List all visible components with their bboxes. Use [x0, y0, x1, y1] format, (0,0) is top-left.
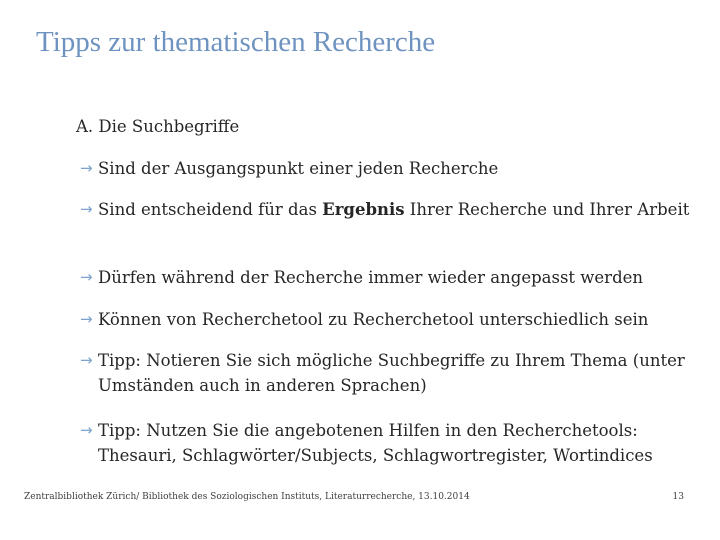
- arrow-icon: →: [80, 268, 93, 286]
- bullet-item: [80, 265, 700, 290]
- footer-text: Zentralbibliothek Zürich/ Bibliothek des Soziologischen Instituts, Literaturrecherche, 13.10.2014: [24, 492, 470, 502]
- bullet-text-part: Sind entscheidend für das: [98, 200, 323, 219]
- bullet-item: [80, 418, 700, 468]
- arrow-icon: →: [80, 200, 93, 218]
- bullet-item: [80, 197, 700, 222]
- page-number: 13: [672, 492, 684, 502]
- bullet-text-bold: Ergebnis: [322, 200, 405, 219]
- arrow-icon: →: [80, 421, 93, 439]
- bullet-text: [80, 197, 700, 222]
- slide-title: Tipps zur thematischen Recherche: [36, 26, 436, 58]
- bullet-text: Sind der Ausgangspunkt einer jeden Recherche: [98, 159, 499, 178]
- arrow-icon: →: [80, 351, 93, 369]
- bullet-text: Dürfen während der Recherche immer wieder angepasst werden: [98, 268, 644, 287]
- arrow-icon: →: [80, 310, 93, 328]
- bullet-text-part: Ihrer Recherche und Ihrer Arbeit: [404, 200, 690, 219]
- section-heading: A. Die Suchbegriffe: [76, 117, 240, 136]
- bullet-text: Können von Recherchetool zu Recherchetool unterschiedlich sein: [98, 310, 649, 329]
- bullet-item: [80, 348, 700, 398]
- arrow-icon: →: [80, 159, 93, 177]
- bullet-item: [80, 307, 700, 332]
- bullet-text: Tipp: Nutzen Sie die angebotenen Hilfen in den Recherchetools: Thesauri, Schlagwörter/Subjects, Schlagwortregister, Wortindices: [98, 421, 653, 465]
- bullet-item: [80, 156, 700, 181]
- bullet-text: Tipp: Notieren Sie sich mögliche Suchbegriffe zu Ihrem Thema (unter Umständen auch in anderen Sprachen): [98, 351, 685, 395]
